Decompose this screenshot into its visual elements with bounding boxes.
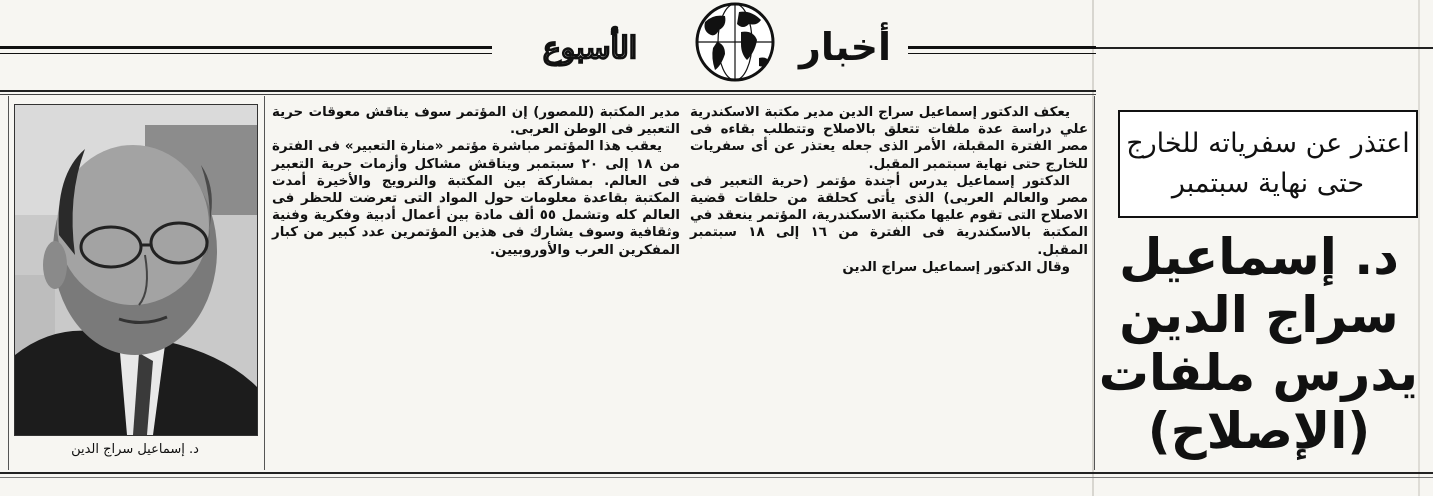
globe-icon: [691, 0, 779, 84]
headline-line: (الإصلاح): [1147, 402, 1371, 460]
masthead-rule: [908, 46, 1096, 54]
frame-border: [8, 96, 9, 470]
portrait-photo: [14, 104, 258, 436]
main-headline: [1100, 228, 1418, 460]
headline-line: يدرس ملفات: [1098, 344, 1418, 402]
frame-rule: [0, 477, 1433, 478]
article-column-right: [690, 104, 1088, 276]
frame-rule: [0, 90, 1096, 92]
fold-crease: [1418, 0, 1420, 496]
article-paragraph: وقال الدكتور إسماعيل سراج الدين: [842, 259, 1070, 275]
deck-line: اعتذر عن سفرياته للخارج: [1126, 128, 1410, 159]
article-column-left: [272, 104, 680, 259]
masthead-rule: [1096, 47, 1433, 51]
publication-logo: الأسبوع: [542, 30, 638, 66]
headline-line: سراج الدين: [1119, 286, 1399, 344]
headline-deck: [1118, 110, 1418, 218]
masthead-rule: [0, 46, 492, 54]
article-paragraph: يعقب هذا المؤتمر مباشرة مؤتمر «منارة التعبير» فى الفترة من ١٨ إلى ٢٠ سبتمبر ويناقش مشاكل وأزمات حرية التعبير فى العالم. بمشاركة بين المكتبة والنرويج والأخيرة أمدت المكتبة بقاعدة معلومات حول المواد التى تعرضت للحظر فى العالم كله وتشمل ٥٥ ألف مادة بين أعمال أدبية وفكرية وفنية وثقافية وسوف يشارك فى هذين المؤتمرين عدد كبير من كبار المفكرين العرب والأوروبيين.: [272, 139, 681, 258]
column-divider: [264, 96, 265, 470]
article-paragraph: الدكتور إسماعيل يدرس أجندة مؤتمر (حرية التعبير فى مصر والعالم العربى) الذى يأتى كحلقة من حلقات قضية الاصلاح التى تقوم عليها مكتبة الاسكندرية، المؤتمر ينعقد في المكتبة بالاسكندرية فى الفترة من ١٦ إلى ١٨ سبتمبر المقبل.: [690, 173, 1088, 258]
headline-line: د. إسماعيل: [1119, 228, 1399, 286]
frame-rule: [0, 94, 1096, 95]
deck-line: حتى نهاية سبتمبر: [1171, 168, 1365, 199]
article-paragraph: يعكف الدكتور إسماعيل سراج الدين مدير مكتبة الاسكندرية علي دراسة عدة ملفات تتعلق بالاصلاح وتتطلب بقاءه فى مصر الفترة المقبلة، الأمر الذى جعله يعتذر عن أى سفريات للخارج حتى نهاية سبتمبر المقبل.: [690, 105, 1088, 172]
frame-rule: [0, 472, 1433, 474]
section-title: أخبار: [798, 25, 892, 69]
photo-caption: د. إسماعيل سراج الدين: [71, 441, 199, 457]
article-paragraph: مدير المكتبة (للمصور) إن المؤتمر سوف يناقش معوقات حرية التعبير فى الوطن العربى.: [272, 105, 680, 138]
column-divider: [1094, 96, 1095, 470]
